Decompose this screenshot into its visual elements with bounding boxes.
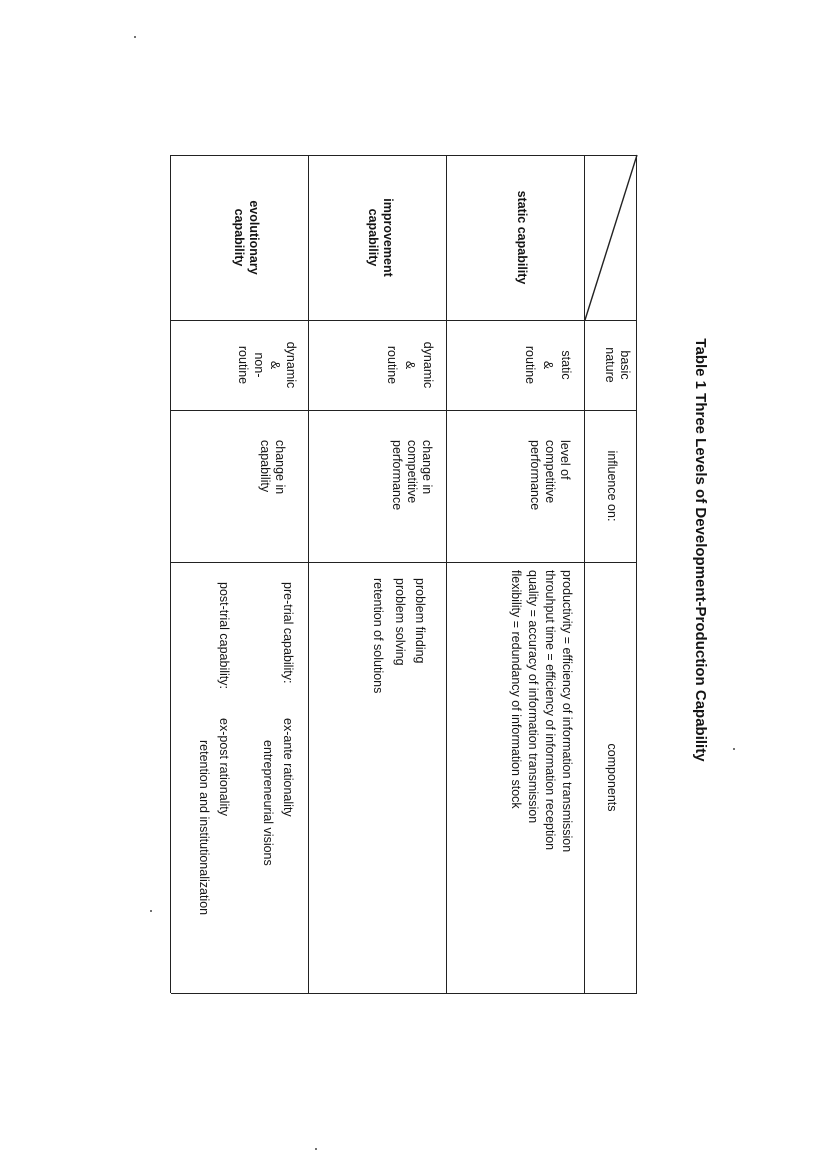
row-improvement-component: problem finding xyxy=(413,578,427,664)
row-improvement-component: retention of solutions xyxy=(371,578,385,694)
row-static-component: throuhput time = efficiency of information reception xyxy=(543,570,557,851)
row-evolutionary-post-item: retention and institutionalization xyxy=(197,740,211,916)
row-evolutionary-post-item: ex-post rationality xyxy=(217,718,231,816)
row-evolutionary-pre-item: entrepreneurial visions xyxy=(261,740,275,866)
table-title: Table 1 Three Levels of Development-Production Capability xyxy=(692,338,709,762)
row-static-nature: static & routine xyxy=(523,345,573,385)
row-evolutionary-post-label: post-trial capability: xyxy=(217,582,231,689)
row-static-component: quality = accuracy of information transmission xyxy=(526,570,540,824)
row-static-influence: level of competitive performance xyxy=(528,440,572,511)
row-static-component: productivity = efficiency of information transmission xyxy=(560,570,574,853)
header-components: components xyxy=(605,743,619,812)
row-improvement-influence: change in competitive performance xyxy=(390,440,434,511)
row-static-component: flexibility = redundancy of information stock xyxy=(509,570,523,809)
row-static-capability-name: static capability xyxy=(515,190,529,285)
row-improvement-capability-name: improvement capability xyxy=(366,198,395,277)
row-improvement-component: problem solving xyxy=(393,578,407,666)
header-basic-nature: basic nature xyxy=(603,347,632,383)
row-evolutionary-nature: dynamic & non- routine xyxy=(236,341,298,389)
row-evolutionary-capability-name: evolutionary capability xyxy=(232,200,261,275)
row-improvement-nature: dynamic & routine xyxy=(385,341,435,389)
header-influence-on: influence on: xyxy=(605,450,619,522)
row-evolutionary-pre-item: ex-ante rationality xyxy=(281,718,295,817)
row-evolutionary-pre-label: pre-trial capability: xyxy=(281,582,295,684)
row-evolutionary-influence: change in capability xyxy=(258,440,287,495)
